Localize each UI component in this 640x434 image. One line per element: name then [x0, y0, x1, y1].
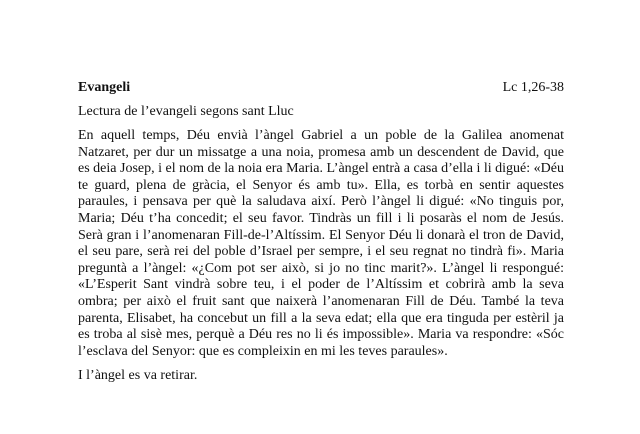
- reading-title: Evangeli: [78, 80, 131, 95]
- reading-subtitle: Lectura de l’evangeli segons sant Lluc: [78, 104, 294, 119]
- header-row: [78, 80, 564, 96]
- closing-line: I l’àngel es va retirar.: [78, 368, 198, 384]
- gospel-body-paragraph: En aquell temps, Déu envià l’àngel Gabriel a un poble de la Galilea anomenat Natzaret, per dur un missatge a una noia, promesa amb un descendent de David, que es deia Josep, i el nom de la noia era Maria. L’àngel entrà a casa d’ella i li digué: «Déu te guard, plena de gràcia, el Senyor és amb tu». Ella, es torbà en sentir aquestes paraules, i pensava per què la saludava així. Però l’àngel li digué: «No tinguis por, Maria; Déu t’ha concedit; el seu favor. Tindràs un fill i li posaràs el nom de Jesús. Serà gran i l’anomenaran Fill-de-l’Altíssim. El Senyor Déu li donarà el tron de David, el seu pare, serà rei del poble d’Israel per sempre, i el seu regnat no tindrà fi». Maria preguntà a l’àngel: «¿Com pot ser això, si jo no tinc marit?». L’àngel li respongué: «L’Esperit Sant vindrà sobre teu, i el poder de l’Altíssim et cobrirà amb la seva ombra; per això el fruit sant que naixerà l’anomenaran Fill de Déu. També la teva parenta, Elisabet, ha concebut un fill a la seva edat; ella que era tinguda per estèril ja es troba al sisè mes, perquè a Déu res no li és impossible». Maria va respondre: «Sóc l’esclava del Senyor: que es compleixin en mi les teves paraules».: [78, 128, 564, 359]
- scripture-reference: Lc 1,26-38: [502, 80, 564, 95]
- document-page: [78, 80, 564, 384]
